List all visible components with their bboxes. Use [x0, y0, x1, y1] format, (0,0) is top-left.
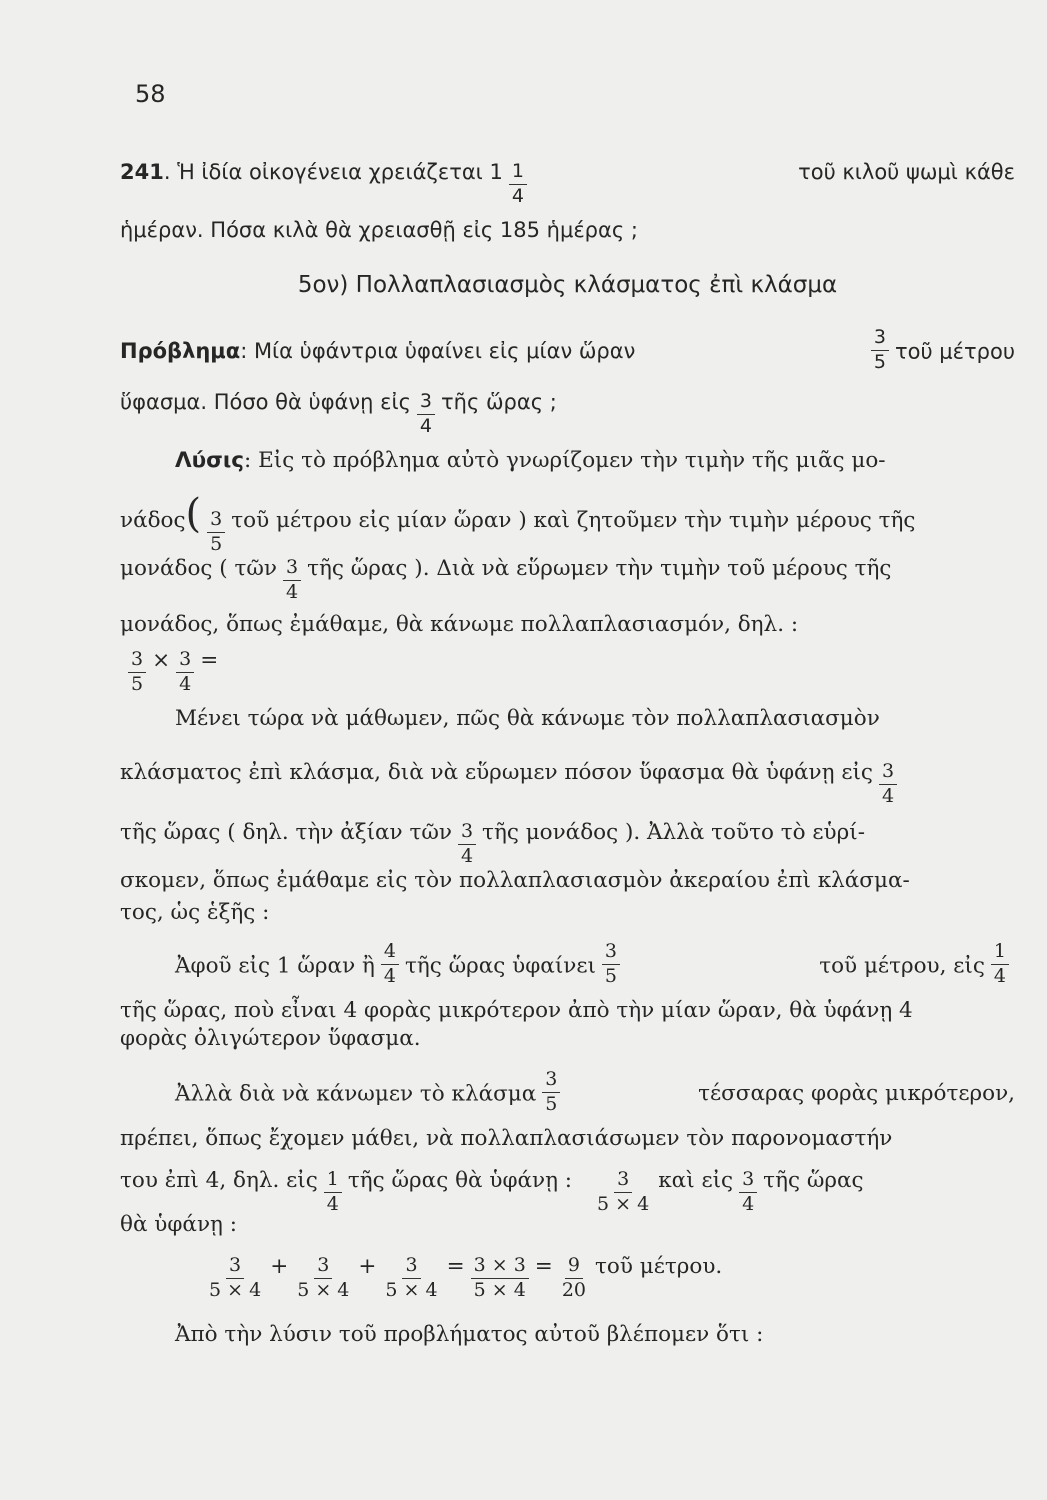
plus-sign: + — [270, 1254, 289, 1279]
text: ὕφασμα. Πόσο θὰ ὑφάνῃ εἰς — [120, 390, 411, 414]
denominator: 5 — [131, 672, 144, 695]
numerator: 3 — [128, 650, 146, 673]
text: τῆς ὥρας θὰ ὑφάνῃ : — [347, 1168, 573, 1193]
fraction — [509, 162, 527, 207]
text: τῆς ὥρας — [763, 1168, 864, 1193]
fraction — [879, 762, 897, 807]
numerator: 3 — [207, 510, 225, 533]
numerator: 3 — [402, 1256, 420, 1279]
section-title: 5ον) Πολλαπλασιασμὸς κλάσματος ἐπὶ κλάσμα — [297, 272, 838, 298]
text: Ἀφοῦ εἰς 1 ὥραν ἢ — [175, 953, 375, 979]
fraction — [458, 822, 476, 867]
numerator: 3 — [879, 762, 897, 785]
solution-line-1 — [175, 448, 1015, 473]
fraction — [176, 650, 194, 695]
solution-equation — [120, 648, 1015, 697]
problem-number: 241 — [120, 160, 164, 184]
problem-label: Πρόβλημα — [120, 339, 241, 364]
fraction — [294, 1256, 352, 1301]
paragraph-menei-line-5: τος, ὡς ἑξῆς : — [120, 900, 270, 925]
numerator: 3 — [542, 1070, 560, 1093]
text: νάδος — [120, 508, 186, 533]
plus-sign: + — [358, 1254, 377, 1279]
problem-241-line-1 — [120, 160, 1015, 209]
problem-line-1 — [120, 326, 1015, 375]
numerator: 3 × 3 — [471, 1256, 529, 1279]
solution-line-2 — [120, 491, 1015, 557]
denominator: 5 × 4 — [473, 1278, 526, 1301]
text: τοῦ μέτρου, εἰς — [819, 953, 985, 979]
denominator: 4 — [286, 580, 299, 603]
paragraph-alla-line-2: πρέπει, ὅπως ἔχομεν μάθει, νὰ πολλαπλασιάσωμεν τὸν παρονομαστήν — [120, 1126, 893, 1151]
paragraph-alla-line-1 — [175, 1068, 1015, 1117]
denominator: 5 × 4 — [385, 1278, 438, 1301]
equals-sign: = — [446, 1254, 465, 1279]
fraction — [602, 942, 620, 987]
denominator: 4 — [179, 672, 192, 695]
text: Ἀλλὰ διὰ νὰ κάνωμεν τὸ κλάσμα — [175, 1081, 537, 1107]
equals-sign: = — [534, 1254, 553, 1279]
numerator: 1 — [324, 1170, 342, 1193]
numerator: 3 — [314, 1256, 332, 1279]
problem-line-2 — [120, 390, 1015, 439]
fraction — [559, 1256, 589, 1301]
numerator: 3 — [602, 942, 620, 965]
text: τῆς ὥρας ; — [441, 390, 557, 414]
solution-line-4: μονάδος, ὅπως ἐμάθαμε, θὰ κάνωμε πολλαπλασιασμόν, δηλ. : — [120, 612, 799, 637]
fraction — [206, 1256, 264, 1301]
times-sign: × — [152, 648, 171, 673]
denominator: 5 — [545, 1092, 558, 1115]
numerator: 9 — [565, 1256, 583, 1279]
fraction — [471, 1256, 529, 1301]
fraction — [417, 392, 435, 437]
paragraph-menei-line-2 — [120, 760, 1015, 809]
paragraph-menei-line-1: Μένει τώρα νὰ μάθωμεν, πῶς θὰ κάνωμε τὸν πολλαπλασιασμὸν — [175, 706, 880, 731]
fraction — [991, 942, 1009, 987]
paragraph-menei-line-4: σκομεν, ὅπως ἐμάθαμε εἰς τὸν πολλαπλασιασμὸν ἀκεραίου ἐπὶ κλάσμα- — [120, 868, 910, 893]
denominator: 4 — [993, 964, 1006, 987]
text: μονάδος ( τῶν — [120, 556, 277, 581]
numerator: 1 — [509, 162, 527, 185]
denominator: 4 — [383, 964, 396, 987]
numerator: 3 — [614, 1170, 632, 1193]
numerator: 3 — [226, 1256, 244, 1279]
fraction — [207, 510, 225, 555]
text: τῆς ὥρας ὑφαίνει — [404, 953, 596, 979]
fraction — [542, 1070, 560, 1115]
paragraph-alla-line-3 — [120, 1168, 1015, 1217]
denominator: 4 — [326, 1192, 339, 1215]
numerator: 3 — [417, 392, 435, 415]
text: τῆς ὥρας ( δηλ. τὴν ἀξίαν τῶν — [120, 820, 452, 845]
text: κλάσματος ἐπὶ κλάσμα, διὰ νὰ εὕρωμεν πόσον ὕφασμα θὰ ὑφάνῃ εἰς — [120, 760, 873, 785]
text: τῆς ὥρας ). Διὰ νὰ εὕρωμεν τὴν τιμὴν τοῦ μέρους τῆς — [307, 556, 892, 581]
denominator: 4 — [511, 184, 524, 207]
denominator: 5 — [604, 964, 617, 987]
denominator: 5 × 4 — [597, 1192, 650, 1215]
denominator: 5 × 4 — [297, 1278, 350, 1301]
text: τοῦ μέτρου — [894, 339, 1015, 364]
paragraph-afou-line-3: φορὰς ὀλιγώτερον ὕφασμα. — [120, 1026, 421, 1051]
fraction — [128, 650, 146, 695]
text: : Εἰς τὸ πρόβλημα αὐτὸ γνωρίζομεν τὴν τιμὴν τῆς μιᾶς μο- — [244, 448, 886, 473]
denominator: 5 — [210, 532, 223, 555]
text: καὶ εἰς — [658, 1168, 734, 1193]
text: τοῦ κιλοῦ ψωμὶ κάθε — [798, 160, 1015, 184]
denominator: 5 — [873, 350, 886, 373]
paragraph-alla-line-4: θὰ ὑφάνῃ : — [120, 1212, 237, 1237]
text: τοῦ μέτρου. — [595, 1254, 723, 1279]
fraction — [324, 1170, 342, 1215]
solution-line-3 — [120, 556, 1015, 605]
text: τοῦ μέτρου εἰς μίαν ὥραν ) καὶ ζητοῦμεν τὴν τιμὴν μέρους τῆς — [231, 508, 916, 533]
fraction — [871, 328, 889, 373]
numerator: 3 — [739, 1170, 757, 1193]
paragraph-menei-line-3 — [120, 820, 1015, 869]
last-line: Ἀπὸ τὴν λύσιν τοῦ προβλήματος αὐτοῦ βλέπομεν ὅτι : — [175, 1322, 764, 1347]
numerator: 3 — [458, 822, 476, 845]
numerator: 3 — [871, 328, 889, 351]
denominator: 4 — [881, 784, 895, 807]
paragraph-afou-line-2: τῆς ὥρας, ποὺ εἶναι 4 φορὰς μικρότερον ἀπὸ τὴν μίαν ὥραν, θὰ ὑφάνῃ 4 — [120, 998, 913, 1023]
fraction — [283, 558, 301, 603]
denominator: 4 — [460, 844, 474, 867]
text: : Μία ὑφάντρια ὑφαίνει εἰς μίαν ὥραν — [240, 339, 636, 364]
equals-sign: = — [200, 648, 219, 673]
denominator: 4 — [742, 1192, 755, 1215]
left-paren: ( — [185, 491, 202, 537]
paragraph-afou-line-1 — [175, 940, 1015, 989]
text: τῆς μονάδος ). Ἀλλὰ τοῦτο τὸ εὑρί- — [482, 820, 865, 845]
fraction — [382, 1256, 440, 1301]
numerator: 1 — [991, 942, 1009, 965]
text: του ἐπὶ 4, δηλ. εἰς — [120, 1168, 318, 1193]
numerator: 4 — [381, 942, 399, 965]
denominator: 20 — [561, 1278, 586, 1301]
text: τέσσαρας φορὰς μικρότερον, — [698, 1081, 1015, 1107]
fraction — [739, 1170, 757, 1215]
numerator: 3 — [283, 558, 301, 581]
numerator: 3 — [176, 650, 194, 673]
denominator: 5 × 4 — [209, 1278, 262, 1301]
sum-equation — [200, 1254, 960, 1303]
denominator: 4 — [419, 414, 432, 437]
page-number: 58 — [135, 80, 166, 108]
fraction — [594, 1170, 652, 1215]
solution-label: Λύσις — [175, 448, 245, 473]
fraction — [381, 942, 399, 987]
text: . Ἡ ἰδία οἰκογένεια χρειάζεται 1 — [163, 160, 503, 184]
problem-241-line-2: ἡμέραν. Πόσα κιλὰ θὰ χρειασθῇ εἰς 185 ἡμέρας ; — [120, 218, 638, 242]
